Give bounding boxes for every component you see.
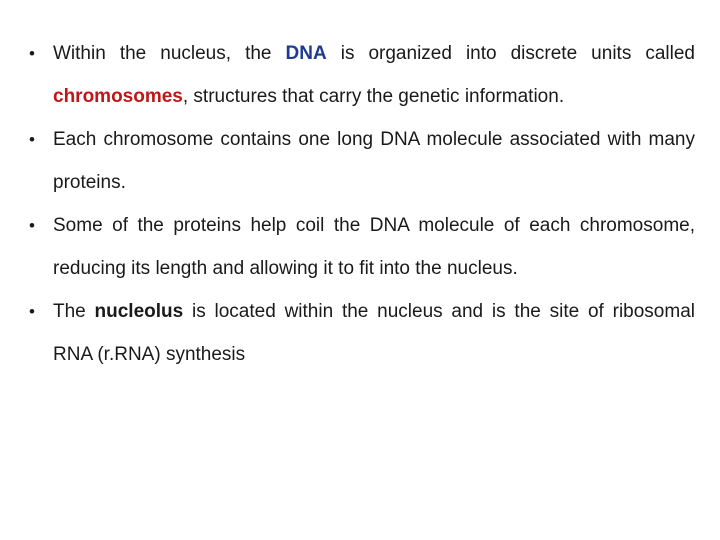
bullet-glyph: • bbox=[29, 216, 35, 235]
bullet-glyph: • bbox=[29, 302, 35, 321]
bullet-text: Each chromosome contains one long DNA molecule associated with many proteins. bbox=[53, 129, 695, 193]
bullet-text-segment: Within the nucleus, the bbox=[53, 43, 286, 64]
bullet-glyph: • bbox=[29, 130, 35, 149]
keyword-nucleolus: nucleolus bbox=[94, 301, 184, 322]
keyword-chromosomes: chromosomes bbox=[53, 86, 183, 107]
bullet-item-nucleolus bbox=[29, 290, 695, 376]
bullet-glyph: • bbox=[29, 44, 35, 63]
bullet-text-segment: is organized into discrete units called bbox=[326, 43, 695, 64]
bullet-item-dna-coiling bbox=[29, 204, 695, 290]
bullet-item-dna-chromosomes bbox=[29, 32, 695, 118]
bullet-item-chromosome-proteins bbox=[29, 118, 695, 204]
bullet-text-segment: The bbox=[53, 301, 95, 322]
bullet-text: Some of the proteins help coil the DNA molecule of each chromosome, reducing its length and allowing it to fit into the nucleus. bbox=[53, 215, 695, 279]
keyword-dna: DNA bbox=[285, 43, 327, 64]
bullet-text-segment: , structures that carry the genetic information. bbox=[182, 86, 565, 107]
bullet-text-segment: is located within the nucleus and is the site of ribosomal RNA (r.RNA) synthesis bbox=[53, 301, 695, 365]
bullet-list bbox=[29, 32, 695, 376]
